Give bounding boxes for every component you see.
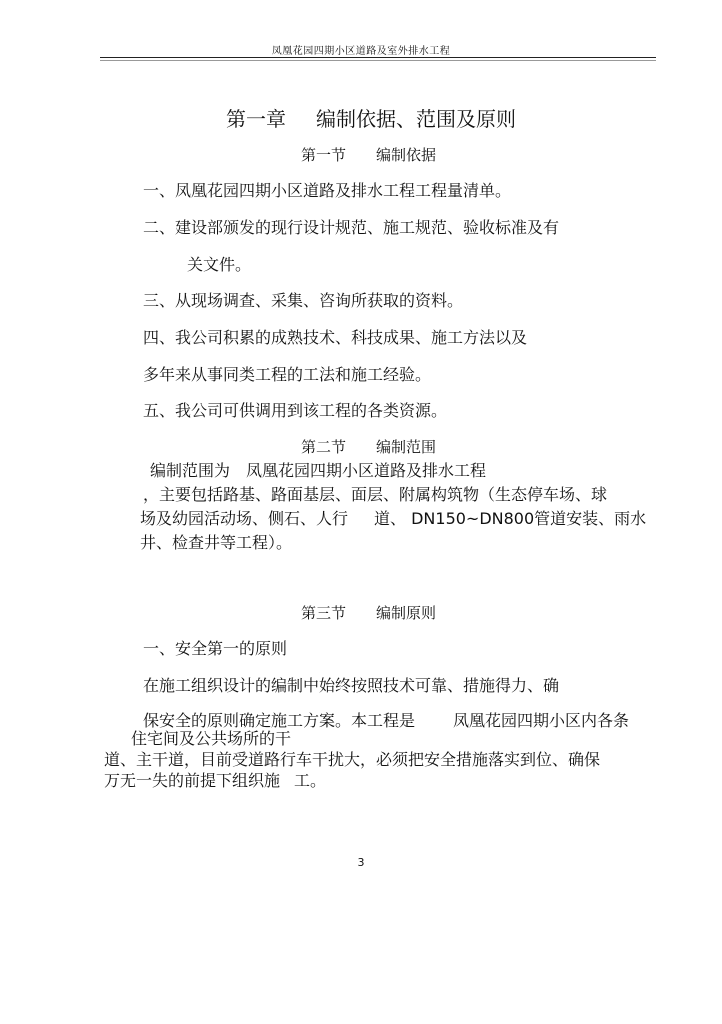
principle-item-1: 一、安全第一的原则 <box>143 639 288 658</box>
section-3-title: 编制原则 <box>376 604 437 622</box>
scope-line-4: 井、检查井等工程）。 <box>140 533 293 552</box>
scope-intro: 编制范围为 <box>150 461 231 480</box>
principle-line-2-part-2: 凤凰花园四期小区内各条 <box>453 711 630 730</box>
scope-line-2: ，主要包括路基、路面基层、面层、附属构筑物（生态停车场、球 <box>143 485 608 504</box>
page-number: 3 <box>357 856 365 869</box>
section-2-label: 第二节 <box>301 438 347 456</box>
scope-line-3-part-1: 场及幼园活动场、侧石、人行 <box>140 509 349 528</box>
scope-project-name: 凤凰花园四期小区道路及排水工程 <box>246 461 487 480</box>
chapter-title: 编制依据、范围及原则 <box>316 107 516 131</box>
section-2-heading <box>301 437 436 457</box>
basis-item-4-continued: 多年来从事同类工程的工法和施工经验。 <box>143 365 432 384</box>
principle-line-5-part-2: 工。 <box>294 771 327 790</box>
basis-item-4: 四、我公司积累的成熟技术、科技成果、施工方法以及 <box>143 328 528 347</box>
header-rule <box>100 57 656 58</box>
section-1-label: 第一节 <box>301 146 347 164</box>
chapter-label: 第一章 <box>226 107 286 131</box>
section-3-label: 第三节 <box>301 604 347 622</box>
scope-line-3 <box>140 509 646 529</box>
principle-line-5 <box>104 771 326 791</box>
section-3-heading <box>301 603 436 623</box>
principle-line-3: 住宅间及公共场所的干 <box>131 729 292 748</box>
section-1-title: 编制依据 <box>376 146 437 164</box>
principle-line-2 <box>143 711 629 731</box>
basis-item-5: 五、我公司可供调用到该工程的各类资源。 <box>143 401 448 420</box>
chapter-heading <box>226 107 516 131</box>
section-1-heading <box>301 145 436 165</box>
basis-item-2-continued: 关文件。 <box>187 255 252 274</box>
basis-item-3: 三、从现场调查、采集、咨询所获取的资料。 <box>143 291 464 310</box>
running-header: 凤凰花园四期小区道路及室外排水工程 <box>271 46 451 57</box>
basis-item-2: 二、建设部颁发的现行设计规范、施工规范、验收标准及有 <box>143 218 560 237</box>
scope-line-3-part-2: 道、 DN150~DN800管道安装、雨水 <box>374 509 647 528</box>
header-rule-secondary <box>100 60 656 61</box>
principle-line-2-part-1: 保安全的原则确定施工方案。本工程是 <box>143 711 416 730</box>
principle-line-4: 道、主干道，目前受道路行车干扰大，必须把安全措施落实到位、确保 <box>104 750 601 769</box>
basis-item-1: 一、凤凰花园四期小区道路及排水工程工程量清单。 <box>143 181 512 200</box>
principle-line-5-part-1: 万无一失的前提下组织施 <box>104 771 281 790</box>
section-2-title: 编制范围 <box>376 438 437 456</box>
principle-line-1: 在施工组织设计的编制中始终按照技术可靠、措施得力、确 <box>143 676 560 695</box>
scope-line-1 <box>150 461 486 481</box>
